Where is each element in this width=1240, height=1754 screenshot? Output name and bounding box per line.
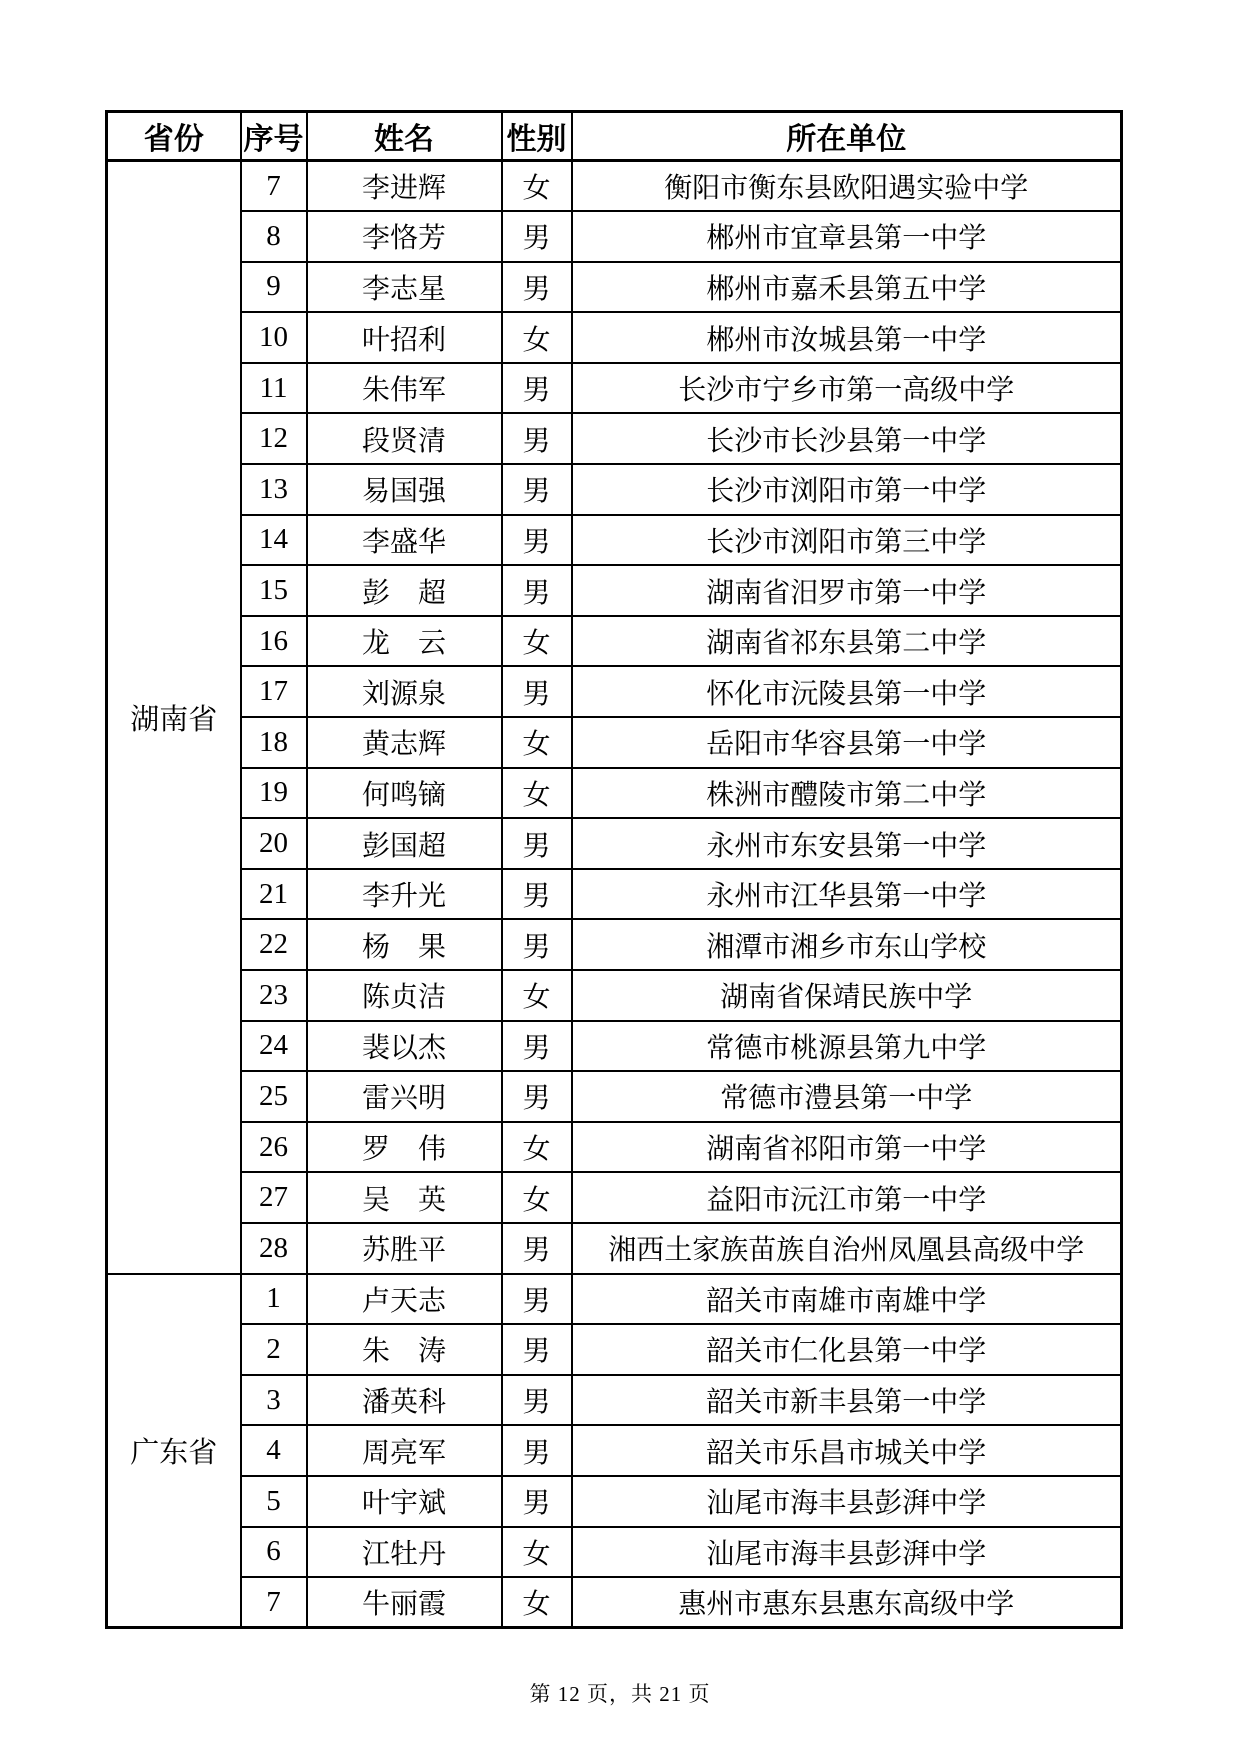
table-row [107,464,1122,515]
unit-cell: 郴州市宜章县第一中学 [572,211,1122,262]
gender-cell: 男 [502,1021,572,1072]
gender-cell: 女 [502,1172,572,1223]
gender-cell: 男 [502,1274,572,1325]
col-header-province: 省份 [107,112,241,161]
province-cell: 湖南省 [107,161,241,1274]
unit-cell: 汕尾市海丰县彭湃中学 [572,1527,1122,1578]
table-row [107,919,1122,970]
table-row [107,1021,1122,1072]
serial-cell: 9 [241,262,307,313]
name-cell: 李盛华 [307,515,502,566]
name-cell: 龙 云 [307,616,502,667]
serial-cell: 4 [241,1425,307,1476]
gender-cell: 男 [502,818,572,869]
table-row [107,161,1122,212]
gender-cell: 男 [502,869,572,920]
gender-cell: 男 [502,515,572,566]
unit-cell: 湖南省祁东县第二中学 [572,616,1122,667]
unit-cell: 长沙市长沙县第一中学 [572,413,1122,464]
unit-cell: 郴州市汝城县第一中学 [572,312,1122,363]
gender-cell: 女 [502,717,572,768]
name-cell: 苏胜平 [307,1223,502,1274]
unit-cell: 常德市桃源县第九中学 [572,1021,1122,1072]
name-cell: 吴 英 [307,1172,502,1223]
unit-cell: 长沙市宁乡市第一高级中学 [572,363,1122,414]
serial-cell: 22 [241,919,307,970]
serial-cell: 8 [241,211,307,262]
serial-cell: 26 [241,1122,307,1173]
gender-cell: 男 [502,666,572,717]
name-cell: 朱 涛 [307,1324,502,1375]
name-cell: 罗 伟 [307,1122,502,1173]
gender-cell: 男 [502,1324,572,1375]
gender-cell: 男 [502,413,572,464]
serial-cell: 12 [241,413,307,464]
table-row [107,1274,1122,1325]
serial-cell: 11 [241,363,307,414]
gender-cell: 女 [502,768,572,819]
name-cell: 段贤清 [307,413,502,464]
unit-cell: 长沙市浏阳市第一中学 [572,464,1122,515]
gender-cell: 女 [502,1122,572,1173]
unit-cell: 常德市澧县第一中学 [572,1071,1122,1122]
table-row [107,666,1122,717]
gender-cell: 男 [502,1375,572,1426]
gender-cell: 男 [502,565,572,616]
unit-cell: 湖南省汨罗市第一中学 [572,565,1122,616]
serial-cell: 13 [241,464,307,515]
name-cell: 杨 果 [307,919,502,970]
table-body [107,161,1122,1628]
unit-cell: 汕尾市海丰县彭湃中学 [572,1476,1122,1527]
gender-cell: 男 [502,1223,572,1274]
unit-cell: 株洲市醴陵市第二中学 [572,768,1122,819]
gender-cell: 女 [502,616,572,667]
table-row [107,818,1122,869]
province-cell: 广东省 [107,1274,241,1628]
serial-cell: 18 [241,717,307,768]
gender-cell: 男 [502,1476,572,1527]
serial-cell: 19 [241,768,307,819]
serial-cell: 5 [241,1476,307,1527]
table-row [107,1223,1122,1274]
serial-cell: 21 [241,869,307,920]
name-cell: 李恪芳 [307,211,502,262]
serial-cell: 1 [241,1274,307,1325]
name-cell: 叶招利 [307,312,502,363]
unit-cell: 韶关市乐昌市城关中学 [572,1425,1122,1476]
col-header-unit: 所在单位 [572,112,1122,161]
table-row [107,413,1122,464]
unit-cell: 衡阳市衡东县欧阳遇实验中学 [572,161,1122,212]
name-cell: 潘英科 [307,1375,502,1426]
table-row [107,515,1122,566]
unit-cell: 韶关市仁化县第一中学 [572,1324,1122,1375]
unit-cell: 长沙市浏阳市第三中学 [572,515,1122,566]
serial-cell: 15 [241,565,307,616]
serial-cell: 17 [241,666,307,717]
serial-cell: 25 [241,1071,307,1122]
serial-cell: 10 [241,312,307,363]
serial-cell: 3 [241,1375,307,1426]
name-cell: 周亮军 [307,1425,502,1476]
unit-cell: 永州市江华县第一中学 [572,869,1122,920]
table-row [107,717,1122,768]
page-number-text: 第 12 页，共 21 页 [529,1682,711,1706]
gender-cell: 女 [502,161,572,212]
name-cell: 易国强 [307,464,502,515]
serial-cell: 6 [241,1527,307,1578]
table-row [107,1375,1122,1426]
serial-cell: 7 [241,161,307,212]
name-cell: 李进辉 [307,161,502,212]
serial-cell: 16 [241,616,307,667]
table-row [107,1476,1122,1527]
unit-cell: 湘潭市湘乡市东山学校 [572,919,1122,970]
name-cell: 彭国超 [307,818,502,869]
serial-cell: 23 [241,970,307,1021]
name-cell: 雷兴明 [307,1071,502,1122]
table-row [107,970,1122,1021]
serial-cell: 20 [241,818,307,869]
table-row [107,262,1122,313]
gender-cell: 女 [502,1527,572,1578]
table-row [107,1577,1122,1628]
table-row [107,363,1122,414]
table-row [107,1324,1122,1375]
name-cell: 李志星 [307,262,502,313]
unit-cell: 湖南省保靖民族中学 [572,970,1122,1021]
serial-cell: 14 [241,515,307,566]
page-footer [0,1678,1240,1708]
gender-cell: 女 [502,312,572,363]
name-cell: 彭 超 [307,565,502,616]
table-row [107,312,1122,363]
table-header [107,112,1122,161]
unit-cell: 湖南省祁阳市第一中学 [572,1122,1122,1173]
col-header-name: 姓名 [307,112,502,161]
roster-table [105,110,1123,1629]
table-row [107,1122,1122,1173]
unit-cell: 岳阳市华容县第一中学 [572,717,1122,768]
name-cell: 叶宇斌 [307,1476,502,1527]
name-cell: 何鸣镝 [307,768,502,819]
unit-cell: 郴州市嘉禾县第五中学 [572,262,1122,313]
unit-cell: 韶关市南雄市南雄中学 [572,1274,1122,1325]
name-cell: 江牡丹 [307,1527,502,1578]
table-row [107,1071,1122,1122]
serial-cell: 27 [241,1172,307,1223]
col-header-gender: 性别 [502,112,572,161]
name-cell: 黄志辉 [307,717,502,768]
table-row [107,1527,1122,1578]
table-row [107,1172,1122,1223]
serial-cell: 2 [241,1324,307,1375]
unit-cell: 益阳市沅江市第一中学 [572,1172,1122,1223]
serial-cell: 24 [241,1021,307,1072]
gender-cell: 男 [502,262,572,313]
gender-cell: 男 [502,464,572,515]
unit-cell: 湘西土家族苗族自治州凤凰县高级中学 [572,1223,1122,1274]
unit-cell: 惠州市惠东县惠东高级中学 [572,1577,1122,1628]
gender-cell: 男 [502,1071,572,1122]
table-row [107,211,1122,262]
unit-cell: 怀化市沅陵县第一中学 [572,666,1122,717]
gender-cell: 女 [502,970,572,1021]
header-row [107,112,1122,161]
gender-cell: 男 [502,211,572,262]
table-row [107,768,1122,819]
gender-cell: 男 [502,1425,572,1476]
name-cell: 裴以杰 [307,1021,502,1072]
unit-cell: 韶关市新丰县第一中学 [572,1375,1122,1426]
gender-cell: 男 [502,363,572,414]
table-row [107,1425,1122,1476]
table-row [107,869,1122,920]
name-cell: 朱伟军 [307,363,502,414]
unit-cell: 永州市东安县第一中学 [572,818,1122,869]
name-cell: 牛丽霞 [307,1577,502,1628]
table-row [107,616,1122,667]
name-cell: 刘源泉 [307,666,502,717]
gender-cell: 女 [502,1577,572,1628]
name-cell: 陈贞洁 [307,970,502,1021]
col-header-serial: 序号 [241,112,307,161]
gender-cell: 男 [502,919,572,970]
name-cell: 李升光 [307,869,502,920]
serial-cell: 7 [241,1577,307,1628]
name-cell: 卢天志 [307,1274,502,1325]
table-row [107,565,1122,616]
serial-cell: 28 [241,1223,307,1274]
